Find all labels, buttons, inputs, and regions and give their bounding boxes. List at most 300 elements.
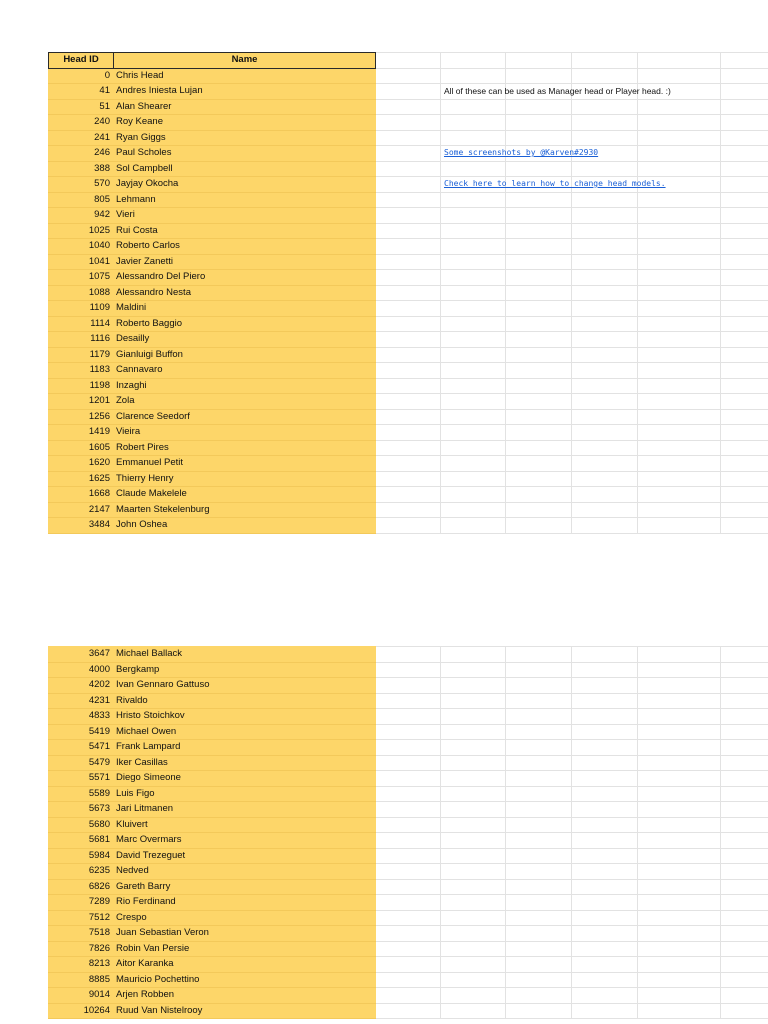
cell[interactable] — [376, 115, 441, 131]
cell[interactable] — [721, 817, 768, 833]
player-name-cell[interactable]: Marc Overmars — [114, 833, 376, 849]
cell[interactable] — [638, 709, 721, 725]
cell[interactable] — [441, 926, 506, 942]
cell[interactable] — [572, 817, 638, 833]
cell[interactable] — [376, 425, 441, 441]
cell[interactable] — [506, 941, 572, 957]
head-id-cell[interactable]: 805 — [49, 192, 114, 208]
head-id-cell[interactable]: 5571 — [49, 771, 114, 787]
player-name-cell[interactable]: Claude Makelele — [114, 487, 376, 503]
head-id-cell[interactable]: 5589 — [49, 786, 114, 802]
howto-link[interactable]: Check here to learn how to change head models. — [441, 177, 506, 193]
cell[interactable] — [441, 192, 506, 208]
cell[interactable] — [721, 99, 768, 115]
cell[interactable] — [638, 502, 721, 518]
cell[interactable] — [376, 802, 441, 818]
cell[interactable] — [638, 941, 721, 957]
cell[interactable] — [721, 316, 768, 332]
head-id-cell[interactable]: 1179 — [49, 347, 114, 363]
cell[interactable] — [441, 99, 506, 115]
cell[interactable] — [638, 864, 721, 880]
player-name-cell[interactable]: Rio Ferdinand — [114, 895, 376, 911]
player-name-cell[interactable]: Inzaghi — [114, 378, 376, 394]
cell[interactable] — [721, 1003, 768, 1019]
cell[interactable] — [572, 647, 638, 663]
cell[interactable] — [572, 1003, 638, 1019]
cell[interactable] — [721, 678, 768, 694]
cell[interactable] — [638, 301, 721, 317]
cell[interactable] — [721, 347, 768, 363]
cell[interactable] — [572, 895, 638, 911]
cell[interactable] — [376, 409, 441, 425]
cell[interactable] — [441, 709, 506, 725]
cell[interactable] — [638, 926, 721, 942]
cell[interactable] — [441, 864, 506, 880]
player-name-cell[interactable]: Zola — [114, 394, 376, 410]
cell[interactable] — [376, 440, 441, 456]
cell[interactable] — [441, 988, 506, 1004]
cell[interactable] — [506, 115, 572, 131]
player-name-cell[interactable]: Michael Ballack — [114, 647, 376, 663]
cell[interactable] — [506, 957, 572, 973]
cell[interactable] — [721, 786, 768, 802]
cell[interactable] — [441, 740, 506, 756]
cell[interactable] — [376, 301, 441, 317]
cell[interactable] — [638, 332, 721, 348]
cell[interactable] — [638, 740, 721, 756]
cell[interactable] — [572, 771, 638, 787]
cell[interactable] — [441, 833, 506, 849]
head-id-cell[interactable]: 7518 — [49, 926, 114, 942]
cell[interactable] — [638, 53, 721, 69]
cell[interactable] — [572, 941, 638, 957]
cell[interactable] — [572, 724, 638, 740]
cell[interactable] — [441, 879, 506, 895]
cell[interactable] — [441, 440, 506, 456]
cell[interactable] — [572, 270, 638, 286]
cell[interactable] — [506, 130, 572, 146]
player-name-cell[interactable]: Mauricio Pochettino — [114, 972, 376, 988]
cell[interactable] — [572, 518, 638, 534]
cell[interactable] — [506, 926, 572, 942]
head-id-cell[interactable]: 5471 — [49, 740, 114, 756]
cell[interactable] — [572, 802, 638, 818]
player-name-cell[interactable]: Rivaldo — [114, 693, 376, 709]
cell[interactable] — [721, 487, 768, 503]
cell[interactable] — [441, 68, 506, 84]
cell[interactable] — [376, 755, 441, 771]
head-id-cell[interactable]: 41 — [49, 84, 114, 100]
cell[interactable] — [506, 864, 572, 880]
cell[interactable] — [506, 988, 572, 1004]
head-id-cell[interactable]: 1040 — [49, 239, 114, 255]
player-name-cell[interactable]: Maldini — [114, 301, 376, 317]
cell[interactable] — [721, 84, 768, 100]
cell[interactable] — [506, 895, 572, 911]
cell[interactable] — [441, 771, 506, 787]
cell[interactable] — [638, 972, 721, 988]
player-name-cell[interactable]: Iker Casillas — [114, 755, 376, 771]
player-name-cell[interactable]: Chris Head — [114, 68, 376, 84]
cell[interactable] — [572, 709, 638, 725]
cell[interactable] — [721, 502, 768, 518]
cell[interactable] — [572, 693, 638, 709]
cell[interactable] — [376, 724, 441, 740]
player-name-cell[interactable]: Roy Keane — [114, 115, 376, 131]
cell[interactable] — [572, 662, 638, 678]
cell[interactable] — [441, 755, 506, 771]
cell[interactable] — [572, 502, 638, 518]
cell[interactable] — [721, 724, 768, 740]
cell[interactable] — [638, 347, 721, 363]
cell[interactable] — [721, 208, 768, 224]
cell[interactable] — [638, 848, 721, 864]
cell[interactable] — [721, 130, 768, 146]
cell[interactable] — [721, 518, 768, 534]
cell[interactable] — [572, 347, 638, 363]
head-id-cell[interactable]: 1605 — [49, 440, 114, 456]
cell[interactable] — [376, 693, 441, 709]
cell[interactable] — [376, 771, 441, 787]
cell[interactable] — [572, 192, 638, 208]
cell[interactable] — [506, 786, 572, 802]
head-id-cell[interactable]: 6235 — [49, 864, 114, 880]
cell[interactable] — [572, 833, 638, 849]
cell[interactable] — [572, 53, 638, 69]
player-name-cell[interactable]: Alan Shearer — [114, 99, 376, 115]
cell[interactable] — [376, 709, 441, 725]
head-id-cell[interactable]: 3484 — [49, 518, 114, 534]
cell[interactable] — [441, 425, 506, 441]
cell[interactable] — [376, 378, 441, 394]
head-id-cell[interactable]: 1114 — [49, 316, 114, 332]
head-id-cell[interactable]: 9014 — [49, 988, 114, 1004]
cell[interactable] — [638, 130, 721, 146]
cell[interactable] — [376, 146, 441, 162]
cell[interactable] — [376, 471, 441, 487]
cell[interactable] — [506, 802, 572, 818]
cell[interactable] — [376, 161, 441, 177]
cell[interactable] — [721, 926, 768, 942]
head-id-cell[interactable]: 7826 — [49, 941, 114, 957]
cell[interactable] — [638, 425, 721, 441]
cell[interactable] — [441, 647, 506, 663]
cell[interactable] — [506, 848, 572, 864]
cell[interactable] — [721, 192, 768, 208]
cell[interactable] — [572, 487, 638, 503]
cell[interactable] — [638, 394, 721, 410]
cell[interactable] — [376, 518, 441, 534]
cell[interactable] — [376, 208, 441, 224]
cell[interactable] — [721, 254, 768, 270]
cell[interactable] — [441, 957, 506, 973]
player-name-cell[interactable]: Vieira — [114, 425, 376, 441]
cell[interactable] — [721, 425, 768, 441]
cell[interactable] — [638, 239, 721, 255]
cell[interactable] — [506, 239, 572, 255]
player-name-cell[interactable]: Robert Pires — [114, 440, 376, 456]
cell[interactable] — [638, 146, 721, 162]
head-id-cell[interactable]: 241 — [49, 130, 114, 146]
cell[interactable] — [376, 910, 441, 926]
cell[interactable] — [376, 84, 441, 100]
cell[interactable] — [721, 68, 768, 84]
cell[interactable] — [506, 709, 572, 725]
cell[interactable] — [506, 502, 572, 518]
cell[interactable] — [638, 254, 721, 270]
head-id-cell[interactable]: 1041 — [49, 254, 114, 270]
cell[interactable] — [721, 53, 768, 69]
cell[interactable] — [506, 68, 572, 84]
head-id-cell[interactable]: 10264 — [49, 1003, 114, 1019]
cell[interactable] — [376, 394, 441, 410]
cell[interactable] — [638, 115, 721, 131]
cell[interactable] — [441, 285, 506, 301]
player-name-cell[interactable]: Rui Costa — [114, 223, 376, 239]
cell[interactable] — [506, 99, 572, 115]
cell[interactable] — [638, 786, 721, 802]
cell[interactable] — [638, 988, 721, 1004]
cell[interactable] — [572, 115, 638, 131]
cell[interactable] — [506, 771, 572, 787]
player-name-cell[interactable]: Crespo — [114, 910, 376, 926]
cell[interactable] — [506, 833, 572, 849]
head-id-cell[interactable]: 7512 — [49, 910, 114, 926]
cell[interactable] — [572, 301, 638, 317]
cell[interactable] — [638, 833, 721, 849]
cell[interactable] — [721, 662, 768, 678]
cell[interactable] — [572, 864, 638, 880]
cell[interactable] — [441, 394, 506, 410]
cell[interactable] — [506, 678, 572, 694]
cell[interactable] — [441, 895, 506, 911]
cell[interactable] — [638, 771, 721, 787]
cell[interactable] — [572, 409, 638, 425]
cell[interactable] — [638, 647, 721, 663]
cell[interactable] — [376, 254, 441, 270]
player-name-cell[interactable]: Kluivert — [114, 817, 376, 833]
cell[interactable] — [572, 363, 638, 379]
cell[interactable] — [441, 456, 506, 472]
cell[interactable] — [638, 755, 721, 771]
cell[interactable] — [506, 316, 572, 332]
player-name-cell[interactable]: Frank Lampard — [114, 740, 376, 756]
cell[interactable] — [441, 270, 506, 286]
cell[interactable] — [638, 910, 721, 926]
cell[interactable] — [721, 972, 768, 988]
cell[interactable] — [572, 208, 638, 224]
cell[interactable] — [572, 378, 638, 394]
cell[interactable] — [506, 724, 572, 740]
head-id-cell[interactable]: 2147 — [49, 502, 114, 518]
player-name-cell[interactable]: Vieri — [114, 208, 376, 224]
cell[interactable] — [376, 130, 441, 146]
cell[interactable] — [572, 755, 638, 771]
cell[interactable] — [376, 332, 441, 348]
head-id-cell[interactable]: 1075 — [49, 270, 114, 286]
cell[interactable] — [572, 678, 638, 694]
cell[interactable] — [572, 972, 638, 988]
head-id-cell[interactable]: 942 — [49, 208, 114, 224]
cell[interactable] — [721, 755, 768, 771]
cell[interactable] — [506, 647, 572, 663]
head-id-cell[interactable]: 1625 — [49, 471, 114, 487]
cell[interactable] — [376, 740, 441, 756]
player-name-cell[interactable]: Arjen Robben — [114, 988, 376, 1004]
cell[interactable] — [441, 223, 506, 239]
player-name-cell[interactable]: Ivan Gennaro Gattuso — [114, 678, 376, 694]
cell[interactable] — [441, 115, 506, 131]
head-id-cell[interactable]: 1088 — [49, 285, 114, 301]
cell[interactable] — [572, 223, 638, 239]
cell[interactable] — [638, 471, 721, 487]
cell[interactable] — [376, 316, 441, 332]
cell[interactable] — [572, 285, 638, 301]
cell[interactable] — [638, 957, 721, 973]
cell[interactable] — [506, 425, 572, 441]
head-id-cell[interactable]: 240 — [49, 115, 114, 131]
cell[interactable] — [572, 394, 638, 410]
player-name-cell[interactable]: Diego Simeone — [114, 771, 376, 787]
cell[interactable] — [441, 53, 506, 69]
cell[interactable] — [506, 879, 572, 895]
cell[interactable] — [721, 693, 768, 709]
head-id-cell[interactable]: 5680 — [49, 817, 114, 833]
cell[interactable] — [572, 440, 638, 456]
cell[interactable] — [638, 518, 721, 534]
cell[interactable] — [506, 409, 572, 425]
cell[interactable] — [721, 848, 768, 864]
cell[interactable] — [638, 161, 721, 177]
cell[interactable] — [376, 817, 441, 833]
cell[interactable] — [721, 957, 768, 973]
player-name-cell[interactable]: Jayjay Okocha — [114, 177, 376, 193]
player-name-cell[interactable]: Lehmann — [114, 192, 376, 208]
player-name-cell[interactable]: David Trezeguet — [114, 848, 376, 864]
cell[interactable] — [638, 223, 721, 239]
player-name-cell[interactable]: Desailly — [114, 332, 376, 348]
player-name-cell[interactable]: Gareth Barry — [114, 879, 376, 895]
cell[interactable] — [638, 1003, 721, 1019]
cell[interactable] — [376, 177, 441, 193]
player-name-cell[interactable]: Jari Litmanen — [114, 802, 376, 818]
cell[interactable] — [506, 378, 572, 394]
cell[interactable] — [721, 456, 768, 472]
cell[interactable] — [441, 662, 506, 678]
cell[interactable] — [721, 115, 768, 131]
cell[interactable] — [572, 848, 638, 864]
cell[interactable] — [441, 817, 506, 833]
cell[interactable] — [441, 378, 506, 394]
cell[interactable] — [441, 1003, 506, 1019]
cell[interactable] — [721, 895, 768, 911]
head-id-cell[interactable]: 3647 — [49, 647, 114, 663]
cell[interactable] — [376, 678, 441, 694]
cell[interactable] — [638, 440, 721, 456]
cell[interactable] — [441, 363, 506, 379]
head-id-cell[interactable]: 4833 — [49, 709, 114, 725]
cell[interactable] — [638, 409, 721, 425]
cell[interactable] — [506, 972, 572, 988]
cell[interactable] — [441, 910, 506, 926]
cell[interactable] — [572, 740, 638, 756]
cell[interactable] — [376, 848, 441, 864]
cell[interactable] — [638, 817, 721, 833]
cell[interactable] — [441, 332, 506, 348]
cell[interactable] — [506, 456, 572, 472]
player-name-cell[interactable]: Nedved — [114, 864, 376, 880]
cell[interactable] — [376, 647, 441, 663]
cell[interactable] — [506, 347, 572, 363]
cell[interactable] — [721, 471, 768, 487]
cell[interactable] — [721, 146, 768, 162]
cell[interactable] — [506, 332, 572, 348]
head-id-cell[interactable]: 1620 — [49, 456, 114, 472]
player-name-cell[interactable]: Ruud Van Nistelrooy — [114, 1003, 376, 1019]
cell[interactable] — [721, 332, 768, 348]
cell[interactable] — [572, 910, 638, 926]
cell[interactable] — [638, 895, 721, 911]
cell[interactable] — [638, 487, 721, 503]
cell[interactable] — [638, 363, 721, 379]
cell[interactable] — [441, 678, 506, 694]
cell[interactable] — [721, 802, 768, 818]
cell[interactable] — [441, 239, 506, 255]
cell[interactable] — [572, 926, 638, 942]
head-id-cell[interactable]: 1668 — [49, 487, 114, 503]
name-header[interactable]: Name — [114, 53, 376, 69]
head-id-cell[interactable]: 1025 — [49, 223, 114, 239]
cell[interactable] — [638, 270, 721, 286]
cell[interactable] — [506, 285, 572, 301]
head-id-cell[interactable]: 5479 — [49, 755, 114, 771]
cell[interactable] — [506, 910, 572, 926]
cell[interactable] — [441, 941, 506, 957]
cell[interactable] — [441, 301, 506, 317]
head-id-cell[interactable]: 570 — [49, 177, 114, 193]
cell[interactable] — [721, 239, 768, 255]
cell[interactable] — [638, 208, 721, 224]
player-name-cell[interactable]: Alessandro Nesta — [114, 285, 376, 301]
cell[interactable] — [638, 316, 721, 332]
cell[interactable] — [638, 662, 721, 678]
head-id-cell[interactable]: 1109 — [49, 301, 114, 317]
player-name-cell[interactable]: Luis Figo — [114, 786, 376, 802]
cell[interactable] — [376, 786, 441, 802]
cell[interactable] — [572, 332, 638, 348]
cell[interactable] — [376, 363, 441, 379]
cell[interactable] — [441, 254, 506, 270]
cell[interactable] — [376, 988, 441, 1004]
cell[interactable] — [638, 192, 721, 208]
head-id-header[interactable]: Head ID — [49, 53, 114, 69]
cell[interactable] — [721, 161, 768, 177]
head-id-cell[interactable]: 1256 — [49, 409, 114, 425]
cell[interactable] — [638, 68, 721, 84]
cell[interactable] — [506, 662, 572, 678]
cell[interactable] — [376, 957, 441, 973]
head-id-cell[interactable]: 7289 — [49, 895, 114, 911]
player-name-cell[interactable]: Michael Owen — [114, 724, 376, 740]
cell[interactable] — [721, 988, 768, 1004]
cell[interactable] — [572, 316, 638, 332]
cell[interactable] — [572, 879, 638, 895]
cell[interactable] — [721, 941, 768, 957]
player-name-cell[interactable]: Bergkamp — [114, 662, 376, 678]
cell[interactable] — [506, 1003, 572, 1019]
head-id-cell[interactable]: 4231 — [49, 693, 114, 709]
cell[interactable] — [506, 223, 572, 239]
